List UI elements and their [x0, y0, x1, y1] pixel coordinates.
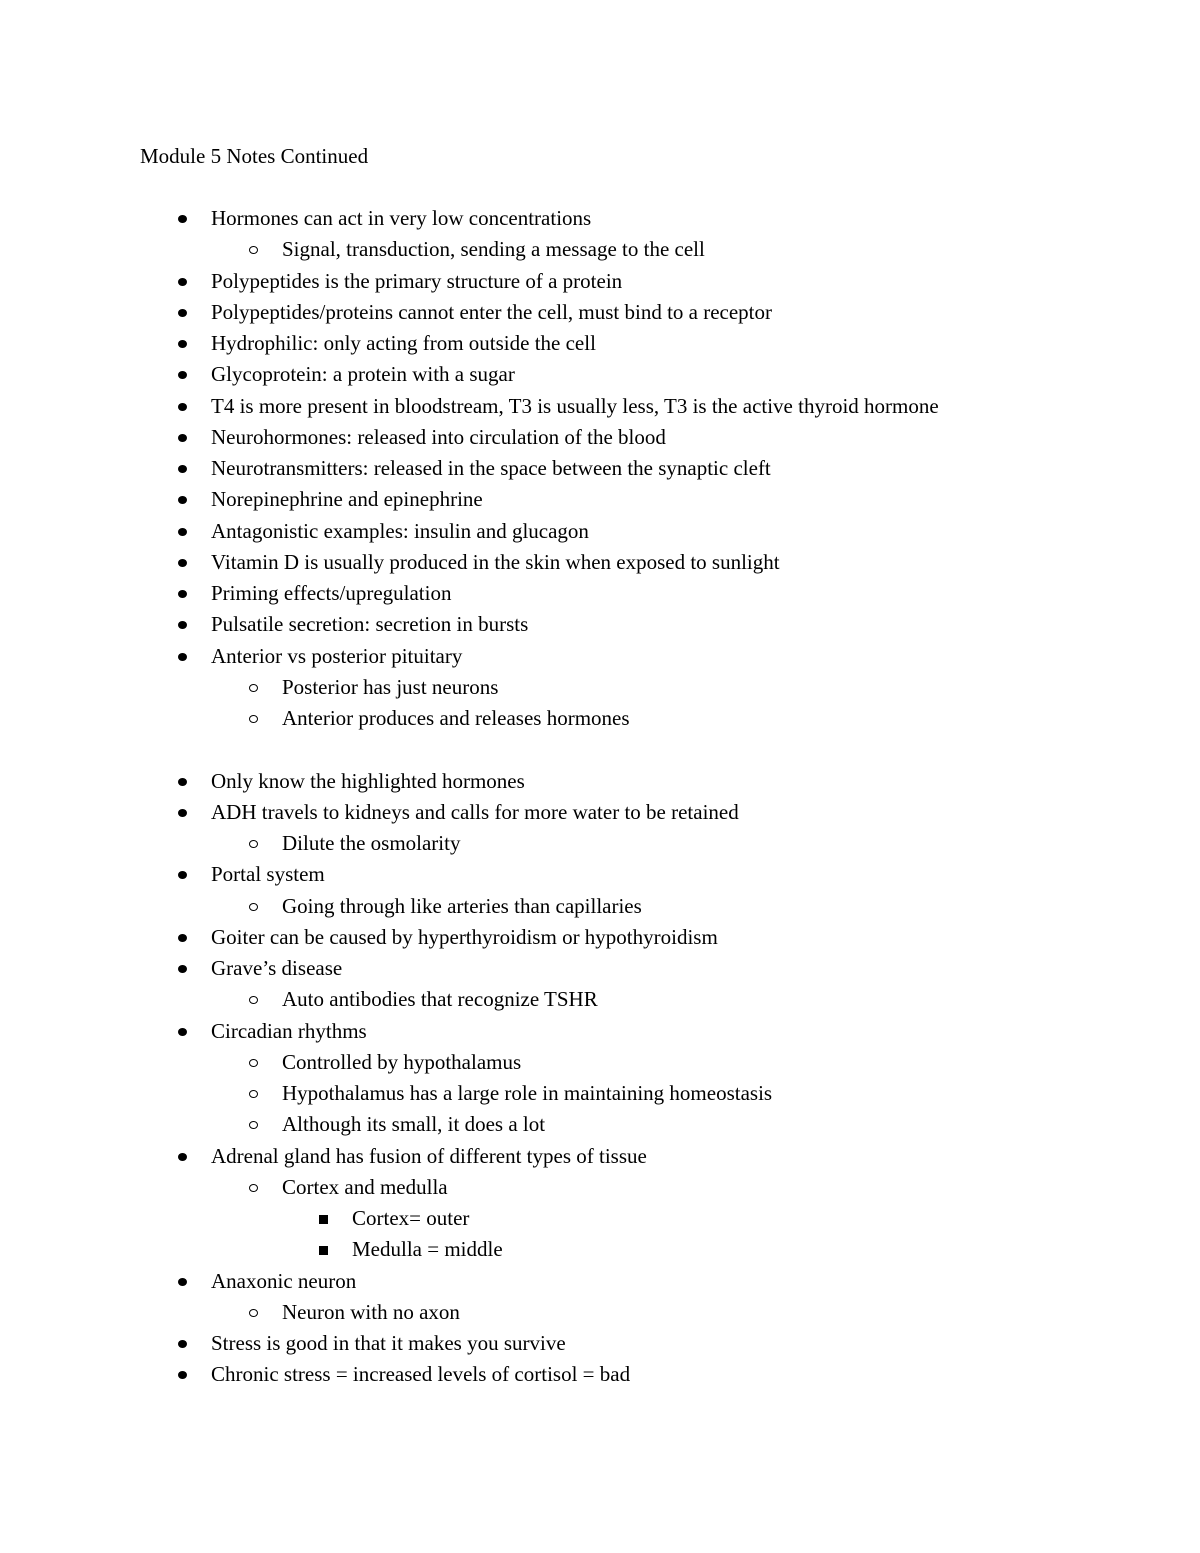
list-item-text: Adrenal gland has fusion of different types of tissue: [211, 1143, 647, 1168]
list-item-text: Polypeptides is the primary structure of a protein: [211, 268, 623, 293]
bullet-circle-icon: [247, 984, 267, 1015]
bullet-circle-icon: [247, 703, 267, 734]
list-item-text: Circadian rhythms: [211, 1018, 367, 1043]
list-item-text: Anaxonic neuron: [211, 1268, 357, 1293]
list-item-text: Neurohormones: released into circulation of the blood: [211, 424, 666, 449]
list-item-text: Auto antibodies that recognize TSHR: [282, 987, 598, 1012]
bullet-circle-icon: [247, 1078, 267, 1109]
bullet-disc-icon: [176, 641, 196, 672]
bullet-disc-icon: [176, 1266, 196, 1297]
bullet-disc-icon: [176, 766, 196, 797]
list-item-text: Vitamin D is usually produced in the skin when exposed to sunlight: [211, 549, 780, 574]
bullet-circle-icon: [247, 1109, 267, 1140]
bullet-disc-icon: [176, 297, 196, 328]
bullet-disc-icon: [176, 203, 196, 234]
list-item-text: Grave’s disease: [211, 956, 343, 980]
bullet-disc-icon: [176, 922, 196, 953]
bullet-circle-icon: [247, 1297, 267, 1328]
bullet-circle-icon: [247, 891, 267, 922]
bullet-circle-icon: [247, 1047, 267, 1078]
bullet-disc-icon: [176, 266, 196, 297]
bullet-square-icon: [317, 1203, 337, 1234]
bullet-circle-icon: [247, 828, 267, 859]
bullet-disc-icon: [176, 1359, 196, 1390]
list-item-text: ADH travels to kidneys and calls for more water to be retained: [211, 799, 739, 824]
list-item-text: Only know the highlighted hormones: [211, 768, 525, 793]
list-item-text: Neuron with no axon: [282, 1299, 460, 1324]
list-item-text: Anterior vs posterior pituitary: [211, 643, 463, 668]
list-item-text: Signal, transduction, sending a message to the cell: [282, 237, 705, 262]
bullet-disc-icon: [176, 547, 196, 578]
list-item-text: Antagonistic examples: insulin and glucagon: [211, 518, 589, 543]
list-item-text: Glycoprotein: a protein with a sugar: [211, 362, 515, 387]
list-item-text: Hydrophilic: only acting from outside the cell: [211, 331, 596, 355]
bullet-disc-icon: [176, 328, 196, 359]
list-item-text: Going through like arteries than capillaries: [282, 893, 642, 918]
bullet-circle-icon: [247, 672, 267, 703]
list-item-text: Pulsatile secretion: secretion in bursts: [211, 612, 529, 637]
bullet-disc-icon: [176, 797, 196, 828]
bullet-disc-icon: [176, 516, 196, 547]
list-item-text: Cortex= outer: [352, 1206, 470, 1230]
bullet-disc-icon: [176, 391, 196, 422]
bullet-disc-icon: [176, 484, 196, 515]
bullet-disc-icon: [176, 1141, 196, 1172]
list-item-text: Hypothalamus has a large role in maintaining homeostasis: [282, 1081, 773, 1105]
list-item-text: Dilute the osmolarity: [282, 831, 461, 855]
list-item-text: Although its small, it does a lot: [282, 1112, 546, 1137]
list-item-text: T4 is more present in bloodstream, T3 is usually less, T3 is the active thyroid hormone: [211, 393, 939, 418]
bullet-disc-icon: [176, 359, 196, 390]
list-item-text: Cortex and medulla: [282, 1174, 448, 1199]
list-item-text: Medulla = middle: [352, 1237, 503, 1262]
bullet-disc-icon: [176, 1016, 196, 1047]
list-item-text: Norepinephrine and epinephrine: [211, 487, 483, 512]
bullet-circle-icon: [247, 1172, 267, 1203]
bullet-disc-icon: [176, 578, 196, 609]
list-item-text: Goiter can be caused by hyperthyroidism or hypothyroidism: [211, 924, 718, 949]
bullet-disc-icon: [176, 953, 196, 984]
bullet-disc-icon: [176, 1328, 196, 1359]
page-title: Module 5 Notes Continued: [140, 144, 369, 168]
bullet-disc-icon: [176, 453, 196, 484]
list-item-text: Anterior produces and releases hormones: [282, 706, 630, 730]
list-item-text: Neurotransmitters: released in the space between the synaptic cleft: [211, 456, 771, 480]
list-item-text: Priming effects/upregulation: [211, 581, 452, 605]
list-item-text: Portal system: [211, 862, 325, 887]
list-item-text: Posterior has just neurons: [282, 674, 499, 699]
bullet-circle-icon: [247, 234, 267, 265]
list-item-text: Hormones can act in very low concentrations: [211, 206, 592, 230]
bullet-square-icon: [317, 1234, 337, 1265]
bullet-disc-icon: [176, 422, 196, 453]
bullet-disc-icon: [176, 859, 196, 890]
list-item-text: Controlled by hypothalamus: [282, 1049, 522, 1074]
bullet-disc-icon: [176, 609, 196, 640]
list-item-text: Polypeptides/proteins cannot enter the cell, must bind to a receptor: [211, 299, 773, 324]
list-item-text: Chronic stress = increased levels of cortisol = bad: [211, 1362, 631, 1387]
list-item-text: Stress is good in that it makes you survive: [211, 1331, 566, 1355]
